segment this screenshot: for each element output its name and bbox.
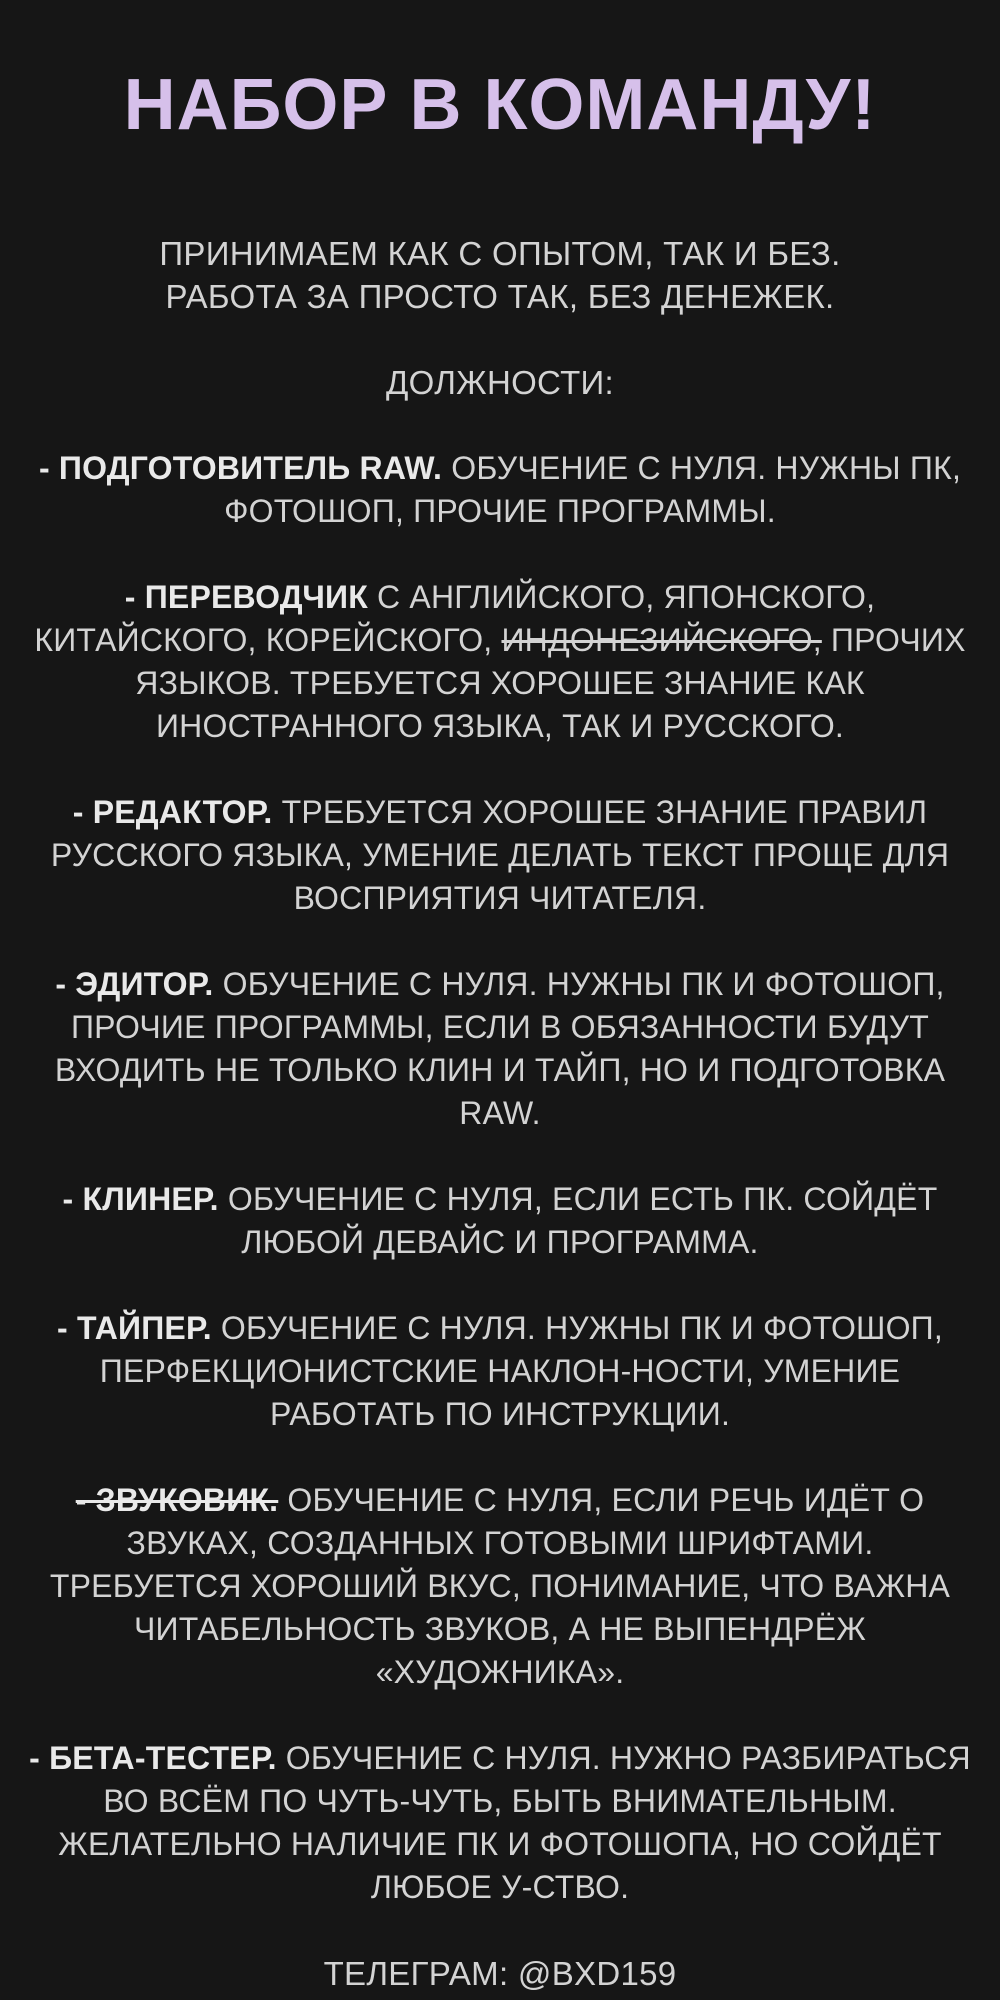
role-name: - БЕТА-ТЕСТЕР. (29, 1740, 277, 1776)
roles-list (28, 447, 972, 1909)
role-editor (28, 963, 972, 1135)
role-description: ОБУЧЕНИЕ С НУЛЯ, ЕСЛИ ЕСТЬ ПК. СОЙДЁТ ЛЮБОЙ ДЕВАЙС И ПРОГРАММА. (227, 1181, 938, 1260)
role-raw-preparer (28, 447, 972, 533)
role-translator (28, 576, 972, 748)
role-description-continued: ПРОЧИХ ЯЗЫКОВ. ТРЕБУЕТСЯ ХОРОШЕЕ ЗНАНИЕ КАК ИНОСТРАННОГО ЯЗЫКА, ТАК И РУССКОГО. (135, 622, 966, 744)
role-name: - ПОДГОТОВИТЕЛЬ RAW. (38, 450, 443, 486)
intro-block (28, 232, 972, 318)
positions-heading: ДОЛЖНОСТИ: (385, 364, 615, 401)
role-description: ОБУЧЕНИЕ С НУЛЯ. НУЖНО РАЗБИРАТЬСЯ ВО ВСЁМ ПО ЧУТЬ-ЧУТЬ, БЫТЬ ВНИМАТЕЛЬНЫМ. ЖЕЛАТЕЛЬНО НАЛИЧИЕ ПК И ФОТОШОПА, НО СОЙДЁТ ЛЮБОЕ У-СТВО. (58, 1740, 971, 1905)
role-sound-designer (28, 1479, 972, 1694)
role-name: - ЗВУКОВИК. (75, 1482, 279, 1518)
role-name: - ЭДИТОР. (55, 966, 214, 1002)
role-description: ТРЕБУЕТСЯ ХОРОШЕЕ ЗНАНИЕ ПРАВИЛ РУССКОГО ЯЗЫКА, УМЕНИЕ ДЕЛАТЬ ТЕКСТ ПРОЩЕ ДЛЯ ВОСПРИЯТИЯ ЧИТАТЕЛЯ. (50, 794, 950, 916)
intro-line-2: РАБОТА ЗА ПРОСТО ТАК, БЕЗ ДЕНЕЖЕК. (165, 278, 835, 315)
telegram-contact: ТЕЛЕГРАМ: @BXD159 (323, 1955, 677, 1992)
role-typesetter (28, 1307, 972, 1436)
role-name: - КЛИНЕР. (62, 1181, 219, 1217)
page-title: НАБОР В КОМАНДУ! (123, 65, 877, 145)
role-description: ОБУЧЕНИЕ С НУЛЯ, ЕСЛИ РЕЧЬ ИДЁТ О ЗВУКАХ, СОЗДАННЫХ ГОТОВЫМИ ШРИФТАМИ. ТРЕБУЕТСЯ ХОРОШИЙ ВКУС, ПОНИМАНИЕ, ЧТО ВАЖНА ЧИТАБЕЛЬНОСТЬ ЗВУКОВ, А НЕ ВЫПЕНДРЁЖ «ХУДОЖНИКА». (49, 1482, 951, 1690)
role-description: ОБУЧЕНИЕ С НУЛЯ. НУЖНЫ ПК И ФОТОШОП, ПЕРФЕКЦИОНИСТСКИЕ НАКЛОН-НОСТИ, УМЕНИЕ РАБОТАТЬ ПО ИНСТРУКЦИИ. (99, 1310, 943, 1432)
role-name: - ТАЙПЕР. (57, 1310, 212, 1346)
role-description: ОБУЧЕНИЕ С НУЛЯ. НУЖНЫ ПК, ФОТОШОП, ПРОЧИЕ ПРОГРАММЫ. (224, 450, 962, 529)
role-name: - РЕДАКТОР. (72, 794, 273, 830)
intro-line-1: ПРИНИМАЕМ КАК С ОПЫТОМ, ТАК И БЕЗ. (159, 235, 841, 272)
role-beta-tester (28, 1737, 972, 1909)
role-name: - ПЕРЕВОДЧИК (124, 579, 368, 615)
role-description: ОБУЧЕНИЕ С НУЛЯ. НУЖНЫ ПК И ФОТОШОП, ПРОЧИЕ ПРОГРАММЫ, ЕСЛИ В ОБЯЗАННОСТИ БУДУТ ВХОДИТЬ НЕ ТОЛЬКО КЛИН И ТАЙП, НО И ПОДГОТОВКА RAW. (54, 966, 946, 1131)
role-description: С АНГЛИЙСКОГО, ЯПОНСКОГО, КИТАЙСКОГО, КОРЕЙСКОГО, (34, 579, 876, 658)
role-proofreader (28, 791, 972, 920)
role-cleaner (28, 1178, 972, 1264)
role-description-struck: ИНДОНЕЗИЙСКОГО, (501, 622, 822, 658)
